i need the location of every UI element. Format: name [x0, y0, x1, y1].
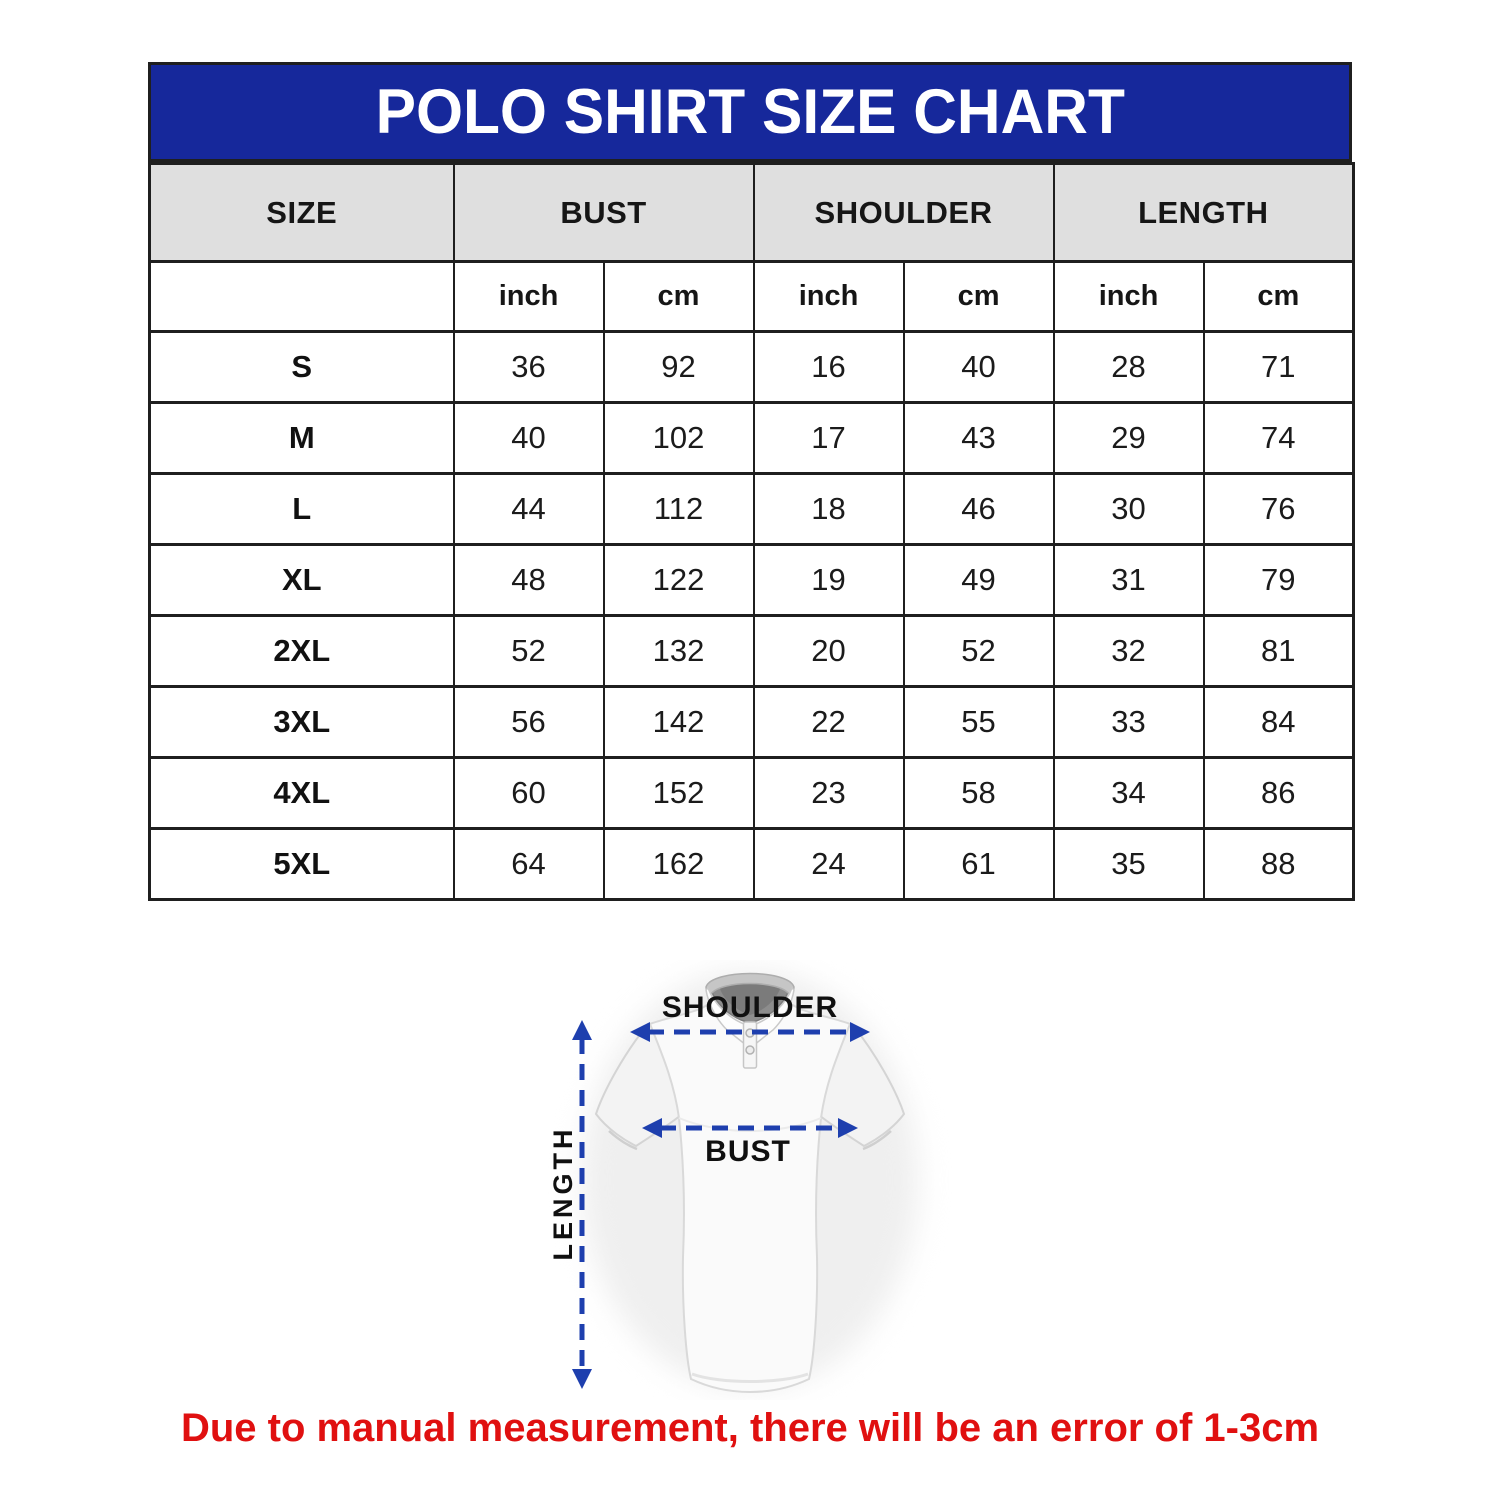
bust-inch-value: 44 [454, 474, 604, 545]
length-cm-value: 88 [1204, 829, 1354, 900]
size-label: L [150, 474, 454, 545]
bust-inch-value: 36 [454, 332, 604, 403]
length-inch-value: 30 [1054, 474, 1204, 545]
unit-header-bust-cm: cm [604, 262, 754, 332]
table-row-4xl [150, 758, 1354, 829]
unit-header-empty [150, 262, 454, 332]
size-label: S [150, 332, 454, 403]
bust-inch-value: 40 [454, 403, 604, 474]
page-title: POLO SHIRT SIZE CHART [375, 77, 1125, 147]
button [746, 1046, 754, 1054]
polo-shirt-illustration [500, 960, 1000, 1400]
unit-header-length-inch: inch [1054, 262, 1204, 332]
bust-cm-value: 92 [604, 332, 754, 403]
length-inch-value: 29 [1054, 403, 1204, 474]
column-header-bust: BUST [454, 164, 754, 262]
shoulder-cm-value: 58 [904, 758, 1054, 829]
length-arrow-label: LENGTH [548, 1125, 578, 1261]
length-inch-value: 28 [1054, 332, 1204, 403]
table-row-xl [150, 545, 1354, 616]
shoulder-cm-value: 46 [904, 474, 1054, 545]
unit-header-shoulder-inch: inch [754, 262, 904, 332]
bust-cm-value: 102 [604, 403, 754, 474]
table-unit-header-row [150, 262, 1354, 332]
shoulder-inch-value: 18 [754, 474, 904, 545]
shoulder-cm-value: 52 [904, 616, 1054, 687]
size-label: 5XL [150, 829, 454, 900]
length-cm-value: 79 [1204, 545, 1354, 616]
length-cm-value: 74 [1204, 403, 1354, 474]
size-chart-table [148, 162, 1355, 901]
length-inch-value: 35 [1054, 829, 1204, 900]
measurement-disclaimer: Due to manual measurement, there will be an error of 1-3cm [180, 1406, 1320, 1450]
table-group-header-row [150, 164, 1354, 262]
length-cm-value: 71 [1204, 332, 1354, 403]
bust-arrow-label: BUST [705, 1135, 791, 1168]
table-row-3xl [150, 687, 1354, 758]
table-row-l [150, 474, 1354, 545]
table-row-5xl [150, 829, 1354, 900]
length-inch-value: 32 [1054, 616, 1204, 687]
bust-cm-value: 132 [604, 616, 754, 687]
shoulder-arrow-label: SHOULDER [661, 991, 839, 1024]
shoulder-cm-value: 55 [904, 687, 1054, 758]
unit-header-bust-inch: inch [454, 262, 604, 332]
shoulder-inch-value: 19 [754, 545, 904, 616]
length-inch-value: 31 [1054, 545, 1204, 616]
length-inch-value: 34 [1054, 758, 1204, 829]
size-label: M [150, 403, 454, 474]
column-header-shoulder: SHOULDER [754, 164, 1054, 262]
shoulder-inch-value: 20 [754, 616, 904, 687]
bust-cm-value: 112 [604, 474, 754, 545]
bust-inch-value: 52 [454, 616, 604, 687]
shoulder-inch-value: 24 [754, 829, 904, 900]
unit-header-length-cm: cm [1204, 262, 1354, 332]
bust-cm-value: 162 [604, 829, 754, 900]
bust-cm-value: 122 [604, 545, 754, 616]
bust-inch-value: 56 [454, 687, 604, 758]
shoulder-inch-value: 22 [754, 687, 904, 758]
bust-inch-value: 64 [454, 829, 604, 900]
title-banner [148, 62, 1352, 162]
shoulder-cm-value: 40 [904, 332, 1054, 403]
bust-cm-value: 152 [604, 758, 754, 829]
bust-inch-value: 48 [454, 545, 604, 616]
size-label: 2XL [150, 616, 454, 687]
size-label: 4XL [150, 758, 454, 829]
size-label: XL [150, 545, 454, 616]
bust-cm-value: 142 [604, 687, 754, 758]
measurement-diagram [500, 960, 1000, 1400]
shoulder-inch-value: 16 [754, 332, 904, 403]
bust-inch-value: 60 [454, 758, 604, 829]
shoulder-inch-value: 17 [754, 403, 904, 474]
size-label: 3XL [150, 687, 454, 758]
length-cm-value: 86 [1204, 758, 1354, 829]
shoulder-inch-value: 23 [754, 758, 904, 829]
column-header-length: LENGTH [1054, 164, 1354, 262]
shoulder-cm-value: 49 [904, 545, 1054, 616]
column-header-size: SIZE [150, 164, 454, 262]
length-cm-value: 81 [1204, 616, 1354, 687]
shoulder-cm-value: 43 [904, 403, 1054, 474]
length-cm-value: 84 [1204, 687, 1354, 758]
table-row-m [150, 403, 1354, 474]
shoulder-cm-value: 61 [904, 829, 1054, 900]
table-row-2xl [150, 616, 1354, 687]
unit-header-shoulder-cm: cm [904, 262, 1054, 332]
length-cm-value: 76 [1204, 474, 1354, 545]
length-inch-value: 33 [1054, 687, 1204, 758]
table-row-s [150, 332, 1354, 403]
